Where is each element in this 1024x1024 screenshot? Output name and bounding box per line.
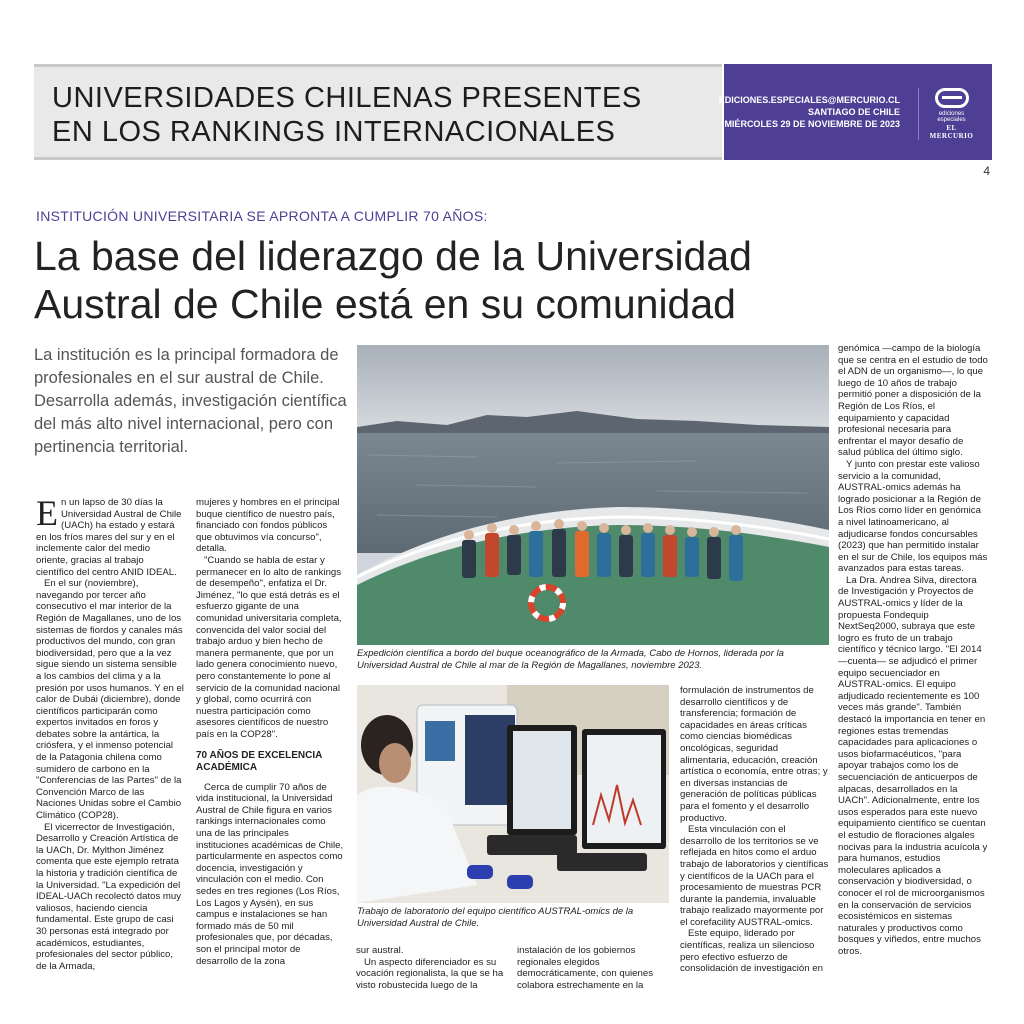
paragraph: Y junto con prestar este valioso servicio a la comunidad, AUSTRAL-omics además ha logrado posicionar a la Región de Los Ríos como líder en genómica a nivel latinoamericano, al adjudicarse fondos concursables (2023) que han permitido instalar en el sur de Chile, los equipos más avanzados para estas tareas. xyxy=(838,458,988,575)
section-title-line-1: UNIVERSIDADES CHILENAS PRESENTES xyxy=(52,82,642,114)
paragraph: formulación de instrumentos de desarrollo científicos y de transferencia; formación de capacidades en áreas críticas como ciencias biomédicas oncológicas, seguridad alimentaria, educación, creación artística o economía, entre otras; y en diversas instancias de generación de políticas públicas para el fomento y el desarrollo productivo. xyxy=(680,685,828,824)
logo-name: EL MERCURIO xyxy=(929,124,974,140)
article-headline xyxy=(34,232,774,328)
paragraph: genómica —campo de la biología que se centra en el estudio de todo el ADN de un organismo—, lo que luego de 10 años de trabajo permitió poner a disposición de la Región de Los Ríos, el equipamiento y capacidad profesional necesaria para enfrentar el mayor desafío de salud pública del último siglo. xyxy=(838,343,988,459)
headline-line-2: Austral de Chile está en su comunidad xyxy=(34,281,736,327)
el-mercurio-logo xyxy=(918,88,978,140)
section-title-line-2: EN LOS RANKINGS INTERNACIONALES xyxy=(52,116,616,148)
page-number: 4 xyxy=(983,164,990,178)
body-column-3 xyxy=(838,343,988,957)
banner-title-box xyxy=(34,64,722,160)
section-title xyxy=(52,81,642,149)
paragraph: n un lapso de 30 días la Universidad Austral de Chile (UACh) ha estado y estará en los fríos mares del sur y en el inclemente calor del medio oriente, gracias al trabajo científico del centro ANID IDEAL. xyxy=(36,497,182,578)
article-lede: La institución es la principal formadora de profesionales en el sur austral de Chile. Desarrolla además, investigación científica del más alto nivel internacional, pero con pertinencia territorial. xyxy=(34,346,347,456)
laboratory-photo-caption: Trabajo de laboratorio del equipo científico AUSTRAL-omics de la Universidad Austral de Chile. xyxy=(357,906,634,929)
laboratory-photo xyxy=(357,685,669,903)
paragraph: La Dra. Andrea Silva, directora de Investigación y Proyectos de AUSTRAL-omics y líder de la propuesta Fondequip NextSeq2000, subraya que este logro es fruto de un trabajo científico y técnico largo. "El 2014 —cuenta— se adjudicó el primer equipo secuenciador en AUSTRAL-omics. El equipo adjudicado recientemente es 100 veces más grande". También destacó la importancia en tener en regiones estas tremendas capacidades para aplicaciones o usos biofarmacéuticos, "para apoyar trabajos como los de secuenciación de anticuerpos de alpacas, desarrollados en la UACh". Adicionalmente, entre los usos esperados para este nuevo equipamiento científico se cuentan el estudio de floraciones algales nocivas para la industria acuícola y para humanos, estudios moleculares aplicados a conservación y biodiversidad, o conocer el rol de microorganismos en la conservación de servicios ecosistémicos en sistemas naturales y productivos como bosques y viñedos, entre muchos otros. xyxy=(838,574,988,957)
publication-info-box xyxy=(718,64,992,160)
paragraph: En el sur (noviembre), navegando por tercer año consecutivo el mar interior de la Región de Magallanes, uno de los sistemas de fiordos y canales más productivos del mundo, con gran biodiversidad, pero que a la vez sigue siendo un sistema sensible a los cambios del clima y a la presión por usos humanos. Y en el calor de Dubái (diciembre), donde científicos participarán como expertos invitados en foros y debates sobre la antártica, la criósfera, y el inmenso potencial de la Patagonia chilena como sumidero de carbono en la "Conferencias de las Partes" de la Convención Marco de las Naciones Unidas sobre el Cambio Climático (COP28). xyxy=(36,578,184,822)
body-column-5 xyxy=(517,945,667,991)
paragraph: El vicerrector de Investigación, Desarrollo y Creación Artística de la UACh, Dr. Mylthon Jiménez comenta que este ejemplo retrata la historia y tradición científica de la Universidad. "La expedición del IDEAL-UACh recolectó datos muy valiosos, haciendo ciencia fundamental. Este grupo de casi 30 personas está integrado por académicos, estudiantes, profesionales del sector público, de la Armada, xyxy=(36,821,182,972)
expedition-photo-illustration xyxy=(357,345,829,645)
paragraph: Esta vinculación con el desarrollo de los territorios se ve reflejada en hitos como el arduo trabajo de laboratorios y científicas y científicos de la UACh para el procesamiento de muestras PCR durante la pandemia, invaluable trabajo realizado mayormente por el corefacility AUSTRAL-omics. xyxy=(680,824,829,928)
publication-city: SANTIAGO DE CHILE xyxy=(807,107,900,117)
section-banner xyxy=(34,64,992,160)
body-column-6 xyxy=(680,685,830,975)
paragraph: mujeres y hombres en el principal buque científico de nuestro país, financiado con fondos públicos que obtuvimos vía concurso", detalla. xyxy=(196,497,340,555)
publication-meta xyxy=(719,94,900,130)
paragraph: Un aspecto diferenciador es su vocación regionalista, la que se ha visto robustecida luego de la xyxy=(356,956,504,991)
paragraph: Este equipo, liderado por científicas, realiza un silencioso pero efectivo esfuerzo de consolidación de investigación en xyxy=(680,928,823,975)
body-column-4 xyxy=(356,945,506,991)
paragraph: Cerca de cumplir 70 años de vida institucional, la Universidad Austral de Chile figura en varios rankings internacionales como una de las principales instituciones académicas de Chile, particularmente en aspectos como docencia, investigación y vinculación con el medio. Con sedes en tres regiones (Los Ríos, Los Lagos y Aysén), en sus campus e instalaciones se han formado más de 50 mil profesionales que, por décadas, son el principal motor de desarrollo de la zona xyxy=(196,781,344,967)
article-kicker: INSTITUCIÓN UNIVERSITARIA SE APRONTA A CUMPLIR 70 AÑOS: xyxy=(36,208,488,224)
body-column-2 xyxy=(196,497,344,967)
body-column-1 xyxy=(36,493,184,972)
contact-email: EDICIONES.ESPECIALES@MERCURIO.CL xyxy=(718,95,900,105)
paragraph: instalación de los gobiernos regionales elegidos democráticamente, con quienes colabora estrechamente en la xyxy=(517,945,653,991)
publication-date: MIÉRCOLES 29 DE NOVIEMBRE DE 2023 xyxy=(724,119,900,129)
laboratory-photo-illustration xyxy=(357,685,669,903)
paragraph: sur austral. xyxy=(356,945,404,956)
drop-cap: E xyxy=(36,493,58,533)
paragraph: "Cuando se habla de estar y permanecer en lo alto de rankings de desempeño", enfatiza el Dr. Jiménez, "lo que está detrás es el esfuerzo gigante de una comunidad universitaria completa, convencida del valor social del trabajo arduo y bien hecho de manera permanente, que por un lado genera conocimiento nuevo, pero constantemente lo pone al servicio de la comunidad nacional y global, como ocurrirá con nuestra participación como asesores científicos de nuestro país en la COP28". xyxy=(196,554,342,740)
logo-subtitle: ediciones especiales xyxy=(937,111,966,123)
section-subhead: 70 AÑOS DE EXCELENCIA ACADÉMICA xyxy=(196,750,322,774)
expedition-photo xyxy=(357,345,829,645)
headline-line-1: La base del liderazgo de la Universidad xyxy=(34,233,752,279)
expedition-photo-caption: Expedición científica a bordo del buque oceanográfico de la Armada, Cabo de Hornos, liderada por la Universidad Austral de Chile al mar de la Región de Magallanes, noviembre 2023. xyxy=(357,648,784,671)
ediciones-especiales-logo-icon xyxy=(935,88,969,108)
